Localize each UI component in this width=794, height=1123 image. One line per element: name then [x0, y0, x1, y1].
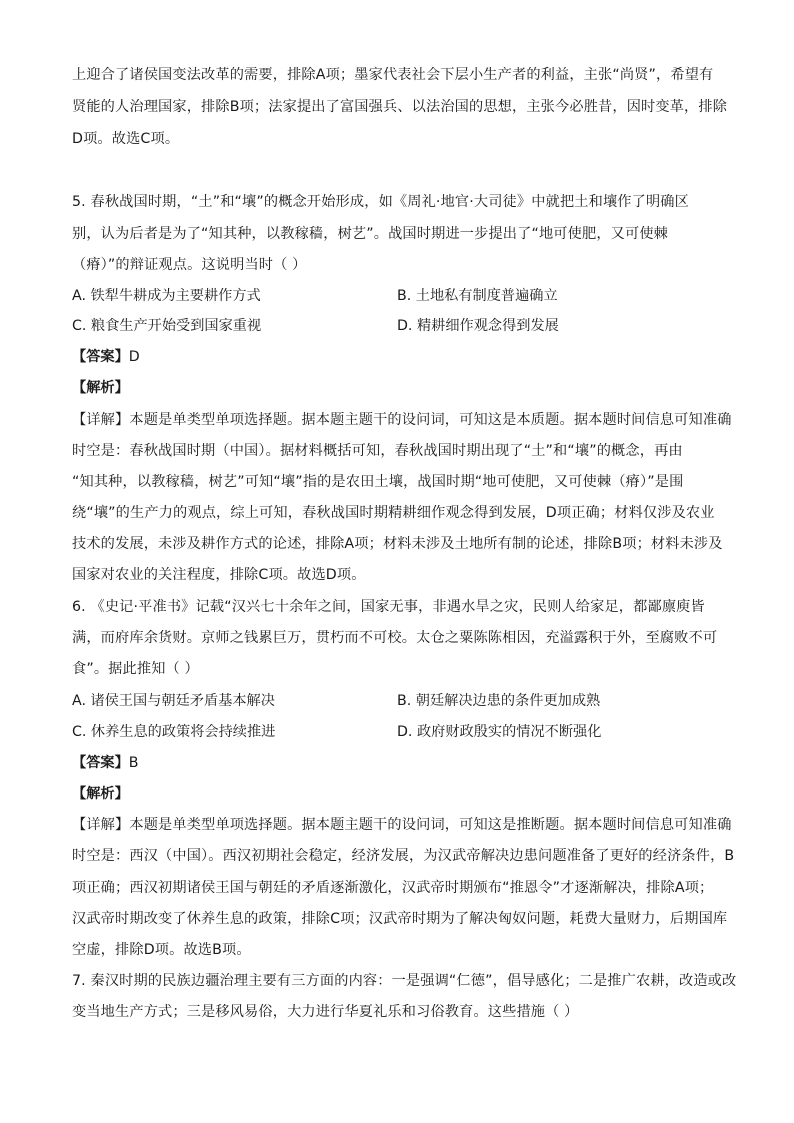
q6-analysis-label: 【解析】 [72, 786, 129, 802]
q5-analysis-line-4: 绕“壤”的生产力的观点，综上可知，春秋战国时期精耕细作观念得到发展，D项正确；材料仅涉及农业 [72, 505, 715, 521]
analysis-continuation-line-3: D项。故选C项。 [72, 131, 180, 147]
q6-analysis-line-5: 空虚，排除D项。故选B项。 [72, 942, 251, 958]
q5-answer-row [72, 347, 140, 367]
q6-option-a[interactable]: A. 诸侯王国与朝廷矛盾基本解决 [72, 693, 275, 709]
q6-analysis-line-4: 汉武帝时期改变了休养生息的政策，排除C项；汉武帝时期为了解决匈奴问题，耗费大量财力，后期国库 [72, 911, 728, 927]
analysis-continuation-line-1: 上迎合了诸侯国变法改革的需要，排除A项；墨家代表社会下层小生产者的利益，主张“尚贤”，希望有 [72, 67, 714, 83]
q6-option-c[interactable]: C. 休养生息的政策将会持续推进 [72, 724, 276, 740]
q5-stem-line-1: 5. 春秋战国时期，“土”和“壤”的概念开始形成，如《周礼·地官·大司徒》中就把土和壤作了明确区 [72, 194, 689, 210]
q6-answer-row [72, 753, 139, 773]
q5-analysis-line-3: “知其种，以教稼穑，树艺”可知“壤”指的是农田土壤，战国时期“地可使肥，又可使棘（瘠）”是围 [72, 474, 684, 490]
q5-option-a[interactable]: A. 铁犁牛耕成为主要耕作方式 [72, 288, 261, 304]
q6-answer-value: B [128, 755, 139, 771]
q5-analysis-label: 【解析】 [72, 380, 129, 396]
q5-analysis-line-2: 时空是：春秋战国时期（中国）。据材料概括可知，春秋战国时期出现了“土”和“壤”的概念，再由 [72, 443, 683, 459]
q5-option-b[interactable]: B. 土地私有制度普遍确立 [397, 288, 558, 304]
q5-analysis-line-1: 【详解】本题是单类型单项选择题。据本题主题干的设问词，可知这是本质题。据本题时间信息可知准确 [72, 412, 732, 428]
q5-answer-label: 【答案】 [72, 349, 129, 365]
q6-analysis-line-2: 时空是：西汉（中国）。西汉初期社会稳定，经济发展，为汉武帝解决边患问题准备了更好的经济条件，B [72, 848, 735, 864]
q5-option-c[interactable]: C. 粮食生产开始受到国家重视 [72, 318, 262, 334]
q6-analysis-line-3: 项正确；西汉初期诸侯王国与朝廷的矛盾逐渐激化，汉武帝时期颁布“推恩令”才逐渐解决，排除A项； [72, 880, 714, 896]
q7-stem-line-1: 7. 秦汉时期的民族边疆治理主要有三方面的内容：一是强调“仁德”，倡导感化；二是推广农耕，改造或改 [72, 973, 737, 989]
q6-stem-line-2: 满，而府库余货财。京师之钱累巨万，贯朽而不可校。太仓之粟陈陈相因，充溢露积于外，至腐败不可 [72, 630, 718, 646]
q5-answer-value: D [128, 349, 140, 365]
q5-stem-line-3: （瘠）”的辩证观点。这说明当时（ ） [72, 257, 307, 273]
q6-stem-line-1: 6. 《史记·平准书》记载“汉兴七十余年之间，国家无事，非遇水旱之灾，民则人给家足，都鄙廪庾皆 [72, 599, 705, 615]
q5-analysis-line-6: 国家对农业的关注程度，排除C项。故选D项。 [72, 567, 366, 583]
q6-stem-line-3: 食”。据此推知（ ） [72, 661, 199, 677]
analysis-continuation-line-2: 贤能的人治理国家，排除B项；法家提出了富国强兵、以法治国的思想，主张今必胜昔，因时变革，排除 [72, 99, 728, 115]
q6-analysis-line-1: 【详解】本题是单类型单项选择题。据本题主题干的设问词，可知这是推断题。据本题时间信息可知准确 [72, 817, 732, 833]
q5-option-d[interactable]: D. 精耕细作观念得到发展 [397, 318, 559, 334]
q7-stem-line-2: 变当地生产方式；三是移风易俗，大力进行华夏礼乐和习俗教育。这些措施（ ） [72, 1004, 579, 1020]
q6-option-b[interactable]: B. 朝廷解决边患的条件更加成熟 [397, 693, 601, 709]
q5-analysis-line-5: 技术的发展，未涉及耕作方式的论述，排除A项；材料未涉及土地所有制的论述，排除B项；材料未涉及 [72, 536, 723, 552]
q6-option-d[interactable]: D. 政府财政殷实的情况不断强化 [397, 724, 602, 740]
q5-stem-line-2: 别，认为后者是为了“知其种，以教稼穑，树艺”。战国时期进一步提出了“地可使肥，又可使棘 [72, 226, 669, 242]
q6-answer-label: 【答案】 [72, 755, 129, 771]
